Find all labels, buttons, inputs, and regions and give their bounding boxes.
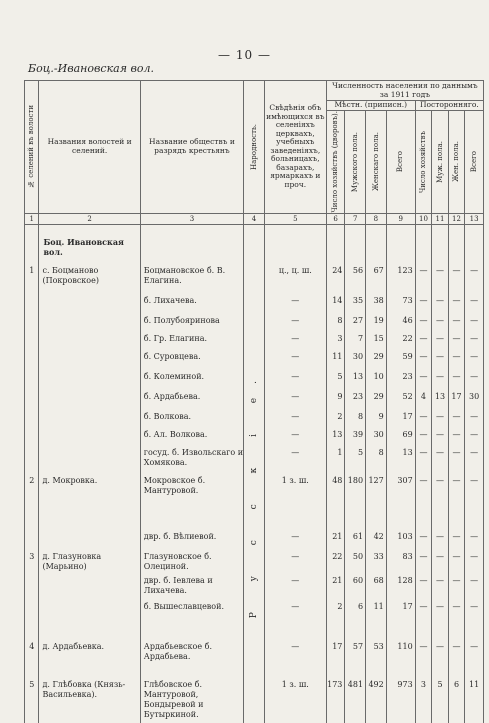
cell-t: 128 (386, 573, 415, 599)
cell-society: б. Полубояринова (140, 313, 243, 331)
cell-t2: — (465, 409, 484, 427)
cell-m: 6 (345, 599, 366, 639)
cell-village (39, 445, 140, 473)
cell-t: 110 (386, 639, 415, 677)
cell-f: 38 (366, 293, 387, 313)
cell-t: 46 (386, 313, 415, 331)
cell-h2: — (415, 369, 432, 389)
cell-village (39, 389, 140, 409)
cell-h: 2 (326, 599, 345, 639)
cell-h: 11 (326, 349, 345, 369)
population-table (24, 80, 484, 719)
cell-m: 61 (345, 529, 366, 549)
cell-h2: — (415, 445, 432, 473)
cell-f2: — (448, 409, 465, 427)
cell-h2: — (415, 599, 432, 639)
cell-village (39, 313, 140, 331)
cell-no (25, 409, 39, 427)
cell-info: — (264, 573, 326, 599)
cell-m: 35 (345, 293, 366, 313)
cell-h: 5 (326, 369, 345, 389)
cell-f2: — (448, 573, 465, 599)
cell-h: 173 (326, 677, 345, 723)
cell-m2: — (432, 445, 449, 473)
cell-t: 69 (386, 427, 415, 445)
cell-m2: 5 (432, 677, 449, 723)
cell-village: д. Ардабьевка. (39, 639, 140, 677)
column-number: 1 (25, 213, 39, 224)
cell-f2: — (448, 473, 465, 529)
cell-m2: — (432, 349, 449, 369)
cell-f2: — (448, 639, 465, 677)
cell-society: б. Гр. Елагина. (140, 331, 243, 349)
cell-society: Мокровское б. Мантуровой. (140, 473, 243, 529)
cell-society: Ардабьевское б. Ардабьева. (140, 639, 243, 677)
cell-society: б. Ардабьева. (140, 389, 243, 409)
cell-society: б. Лихачева. (140, 293, 243, 313)
cell-f2: — (448, 549, 465, 573)
cell-h2: — (415, 293, 432, 313)
column-number: 7 (345, 213, 366, 224)
cell-f2: — (448, 263, 465, 293)
cell-no: 2 (25, 473, 39, 529)
cell-h2: — (415, 549, 432, 573)
cell-h2: — (415, 313, 432, 331)
cell-m: 8 (345, 409, 366, 427)
cell-h: 13 (326, 427, 345, 445)
cell-h2: — (415, 529, 432, 549)
cell-m2: — (432, 639, 449, 677)
cell-t: 17 (386, 599, 415, 639)
cell-t2: 11 (465, 677, 484, 723)
cell-no (25, 599, 39, 639)
cell-no: 5 (25, 677, 39, 723)
column-number: 10 (415, 213, 432, 224)
cell-f2: — (448, 369, 465, 389)
header-society: Название обществъ и разрядъ крестьянъ (140, 81, 243, 214)
cell-t: 22 (386, 331, 415, 349)
cell-t: 23 (386, 369, 415, 389)
cell-f: 42 (366, 529, 387, 549)
cell-t2: — (465, 369, 484, 389)
cell-t2: — (465, 263, 484, 293)
cell-t2: — (465, 639, 484, 677)
cell-society: двр. б. Вѣлиевой. (140, 529, 243, 549)
cell-h2: — (415, 573, 432, 599)
cell-info: 1 з. ш. (264, 473, 326, 529)
cell-village (39, 529, 140, 549)
cell-village: с. Боцманово (Покровское) (39, 263, 140, 293)
cell-t2: — (465, 331, 484, 349)
cell-m: 180 (345, 473, 366, 529)
cell-m2: — (432, 409, 449, 427)
cell-m: 27 (345, 313, 366, 331)
cell-info: — (264, 331, 326, 349)
header-population: Численность населения по даннымъ за 1911 годъ (326, 81, 483, 101)
cell-t2: — (465, 349, 484, 369)
cell-h2: — (415, 639, 432, 677)
column-number: 4 (244, 213, 265, 224)
cell-f: 127 (366, 473, 387, 529)
cell-m2: 13 (432, 389, 449, 409)
cell-f2: — (448, 427, 465, 445)
header-male2: Муж. пола. (432, 111, 449, 214)
header-households2: Число хозяйствъ (415, 111, 432, 214)
cell-h: 17 (326, 639, 345, 677)
cell-info: — (264, 427, 326, 445)
cell-f: 29 (366, 349, 387, 369)
cell-village (39, 573, 140, 599)
cell-no (25, 573, 39, 599)
cell-info: — (264, 349, 326, 369)
cell-info: — (264, 293, 326, 313)
cell-society: Глазуновское б. Олециной. (140, 549, 243, 573)
cell-village: д. Глазуновка (Марьино) (39, 549, 140, 573)
cell-f: 19 (366, 313, 387, 331)
cell-m2: — (432, 427, 449, 445)
cell-f: 29 (366, 389, 387, 409)
cell-m: 5 (345, 445, 366, 473)
cell-f: 33 (366, 549, 387, 573)
cell-society: двр. б. Іевлева и Лихачева. (140, 573, 243, 599)
cell-f2: — (448, 445, 465, 473)
cell-f2: — (448, 313, 465, 331)
header-village: Названия волостей и селений. (39, 81, 140, 214)
cell-info: — (264, 599, 326, 639)
cell-m: 13 (345, 369, 366, 389)
cell-f2: 17 (448, 389, 465, 409)
cell-no (25, 349, 39, 369)
header-female: Женскаго пола. (366, 111, 387, 214)
cell-village (39, 409, 140, 427)
cell-t2: — (465, 549, 484, 573)
cell-m2: — (432, 549, 449, 573)
cell-village (39, 369, 140, 389)
cell-m: 57 (345, 639, 366, 677)
cell-t: 59 (386, 349, 415, 369)
cell-t2: — (465, 427, 484, 445)
cell-society: б. Колеминой. (140, 369, 243, 389)
cell-info: — (264, 313, 326, 331)
cell-t2: 30 (465, 389, 484, 409)
cell-h2: — (415, 409, 432, 427)
cell-f: 10 (366, 369, 387, 389)
cell-village (39, 349, 140, 369)
cell-t2: — (465, 529, 484, 549)
column-number: 2 (39, 213, 140, 224)
cell-no (25, 445, 39, 473)
cell-h2: — (415, 349, 432, 369)
cell-t: 103 (386, 529, 415, 549)
page-number: — 10 — (218, 48, 271, 62)
cell-info: — (264, 549, 326, 573)
cell-society: Глѣбовское б. Мантуровой, Бондыревой и Бутыркиной. (140, 677, 243, 723)
cell-m2: — (432, 573, 449, 599)
cell-m2: — (432, 529, 449, 549)
cell-f: 53 (366, 639, 387, 677)
cell-h: 21 (326, 573, 345, 599)
cell-no: 4 (25, 639, 39, 677)
column-number: 12 (448, 213, 465, 224)
cell-t: 52 (386, 389, 415, 409)
cell-info: ц., ц. ш. (264, 263, 326, 293)
cell-village (39, 427, 140, 445)
cell-no (25, 427, 39, 445)
section-title: Боц. Ивановская вол. (39, 224, 140, 263)
cell-info: — (264, 639, 326, 677)
cell-t: 17 (386, 409, 415, 427)
header-outsider: Посторонняго. (415, 101, 483, 111)
cell-no (25, 331, 39, 349)
cell-info: — (264, 369, 326, 389)
header-female2: Жен. пола. (448, 111, 465, 214)
cell-m: 7 (345, 331, 366, 349)
cell-m: 30 (345, 349, 366, 369)
cell-village (39, 599, 140, 639)
cell-info: — (264, 445, 326, 473)
cell-h: 3 (326, 331, 345, 349)
running-head: Боц.-Ивановская вол. (28, 62, 155, 75)
cell-info: — (264, 389, 326, 409)
cell-t2: — (465, 293, 484, 313)
cell-f: 68 (366, 573, 387, 599)
cell-no (25, 293, 39, 313)
cell-society: Боцмановское б. В. Елагина. (140, 263, 243, 293)
cell-f: 67 (366, 263, 387, 293)
cell-society: госуд. б. Извольскаго и Хомякова. (140, 445, 243, 473)
cell-t2: — (465, 573, 484, 599)
cell-m: 23 (345, 389, 366, 409)
cell-no (25, 369, 39, 389)
header-households: Число хозяйствъ (дворовъ). (326, 111, 345, 214)
cell-society: б. Волкова. (140, 409, 243, 427)
cell-t2: — (465, 473, 484, 529)
cell-h2: 3 (415, 677, 432, 723)
table-row (25, 263, 484, 293)
cell-info: 1 з. ш. (264, 677, 326, 723)
cell-h2: — (415, 263, 432, 293)
cell-f: 30 (366, 427, 387, 445)
header-no: № селений въ волости (25, 81, 39, 214)
cell-no (25, 529, 39, 549)
cell-no: 3 (25, 549, 39, 573)
cell-t2: — (465, 313, 484, 331)
cell-f: 9 (366, 409, 387, 427)
header-total: Всего (386, 111, 415, 214)
column-number: 8 (366, 213, 387, 224)
cell-t: 973 (386, 677, 415, 723)
cell-h: 22 (326, 549, 345, 573)
cell-m2: — (432, 331, 449, 349)
header-male: Мужского пола. (345, 111, 366, 214)
cell-f2: — (448, 529, 465, 549)
cell-t: 13 (386, 445, 415, 473)
cell-h2: — (415, 473, 432, 529)
cell-f: 492 (366, 677, 387, 723)
cell-h: 9 (326, 389, 345, 409)
column-number: 5 (264, 213, 326, 224)
cell-no (25, 313, 39, 331)
cell-m2: — (432, 369, 449, 389)
cell-m: 56 (345, 263, 366, 293)
cell-h: 8 (326, 313, 345, 331)
cell-society: б. Суровцева. (140, 349, 243, 369)
column-number: 11 (432, 213, 449, 224)
cell-t: 307 (386, 473, 415, 529)
cell-t: 73 (386, 293, 415, 313)
cell-h: 14 (326, 293, 345, 313)
cell-h2: 4 (415, 389, 432, 409)
cell-t: 83 (386, 549, 415, 573)
cell-f2: — (448, 349, 465, 369)
column-number: 3 (140, 213, 243, 224)
cell-m2: — (432, 293, 449, 313)
header-info: Свѣдѣнія объ имѣющихся въ селеніяхъ церквахъ, учебныхъ заведеніяхъ, больницахъ, базарахъ, ярмаркахъ и проч. (264, 81, 326, 214)
cell-f2: 6 (448, 677, 465, 723)
cell-m: 39 (345, 427, 366, 445)
cell-h: 1 (326, 445, 345, 473)
cell-m2: — (432, 473, 449, 529)
cell-h: 21 (326, 529, 345, 549)
cell-village: д. Глѣбовка (Князь-Васильевка). (39, 677, 140, 723)
cell-f2: — (448, 331, 465, 349)
cell-society: б. Ал. Волкова. (140, 427, 243, 445)
cell-f: 15 (366, 331, 387, 349)
cell-h2: — (415, 331, 432, 349)
cell-h: 48 (326, 473, 345, 529)
cell-m: 481 (345, 677, 366, 723)
cell-no: 1 (25, 263, 39, 293)
nationality-cell: Р у с с к і е. (244, 263, 265, 723)
cell-village (39, 293, 140, 313)
cell-village: д. Мокровка. (39, 473, 140, 529)
header-nationality: Народность. (244, 81, 265, 214)
cell-f: 8 (366, 445, 387, 473)
header-total2: Всего (465, 111, 484, 214)
cell-t2: — (465, 445, 484, 473)
header-local: Мѣстн. (приписн.) (326, 101, 415, 111)
cell-f2: — (448, 599, 465, 639)
cell-society: б. Вышеславцевой. (140, 599, 243, 639)
cell-m: 50 (345, 549, 366, 573)
cell-village (39, 331, 140, 349)
cell-no (25, 389, 39, 409)
cell-m2: — (432, 599, 449, 639)
cell-info: — (264, 529, 326, 549)
cell-m2: — (432, 263, 449, 293)
cell-h: 2 (326, 409, 345, 427)
cell-t: 123 (386, 263, 415, 293)
cell-info: — (264, 409, 326, 427)
column-number: 9 (386, 213, 415, 224)
column-number: 13 (465, 213, 484, 224)
cell-f: 11 (366, 599, 387, 639)
cell-h: 24 (326, 263, 345, 293)
cell-m2: — (432, 313, 449, 331)
cell-f2: — (448, 293, 465, 313)
column-number: 6 (326, 213, 345, 224)
cell-t2: — (465, 599, 484, 639)
cell-h2: — (415, 427, 432, 445)
cell-m: 60 (345, 573, 366, 599)
